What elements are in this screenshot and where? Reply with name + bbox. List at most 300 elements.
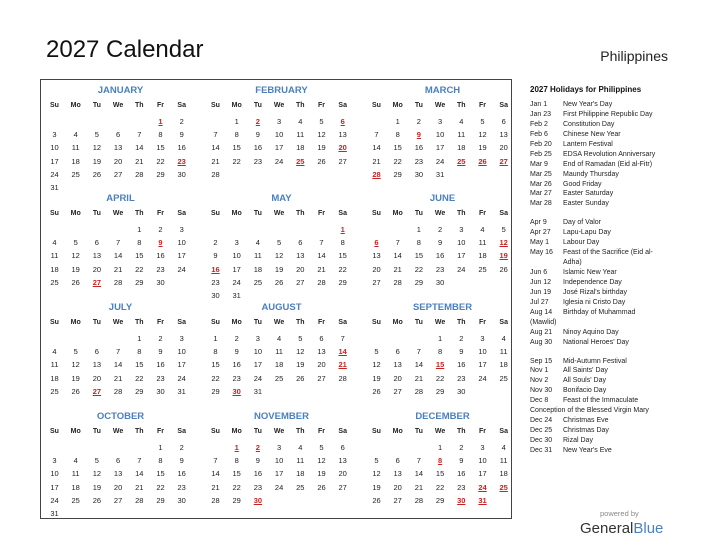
holiday-item (530, 120, 700, 130)
holiday-date: May 16 (530, 249, 553, 257)
day-cell: 5 (319, 117, 324, 126)
day-cell: 7 (213, 130, 218, 140)
holiday-name: End of Ramadan (Eid al-Fitr) (563, 160, 653, 168)
day-cell: 28 (414, 495, 424, 505)
day-cell: 28 (135, 495, 144, 505)
day-cell: 14 (393, 251, 402, 261)
holiday-item (530, 298, 700, 308)
weekday-label: Fr (479, 210, 486, 217)
day-cell: 18 (50, 373, 59, 383)
weekday-label: Su (211, 319, 220, 326)
day-cell: 24 (435, 156, 445, 166)
holiday-name: Rizal Day (563, 437, 593, 444)
holiday-item (530, 189, 700, 199)
day-cell: 7 (137, 456, 142, 466)
holiday-item (530, 199, 700, 209)
weekday-label: Th (135, 319, 144, 326)
holiday-name: Day of Valor (563, 219, 601, 227)
weekday-header (205, 428, 358, 440)
holiday-item (530, 338, 700, 348)
day-cell: 13 (393, 469, 402, 479)
day-cell: 18 (253, 264, 263, 274)
holiday-name: First Philippine Republic Day (563, 110, 653, 118)
month-name: AUGUST (261, 302, 302, 313)
day-cell: 9 (234, 347, 239, 357)
holiday-date: (Mawlid) (530, 318, 557, 326)
weekday-label: Su (50, 428, 59, 435)
day-cell: 27 (393, 495, 402, 505)
weekday-label: Su (372, 102, 381, 109)
holiday-date: Aug 14 (530, 308, 553, 316)
day-cell: 31 (50, 509, 59, 518)
day-cell: 29 (414, 277, 424, 287)
day-cell: 19 (71, 373, 80, 383)
day-cell: 18 (71, 482, 80, 492)
day-cell: 11 (50, 360, 59, 370)
day-cell: 17 (435, 143, 445, 153)
day-cell: 8 (395, 130, 400, 140)
day-cell: 16 (435, 251, 445, 261)
day-cell: 23 (177, 482, 186, 492)
weekday-label: Mo (392, 102, 403, 109)
day-cell: 11 (253, 251, 262, 261)
country-label: Philippines (600, 48, 668, 64)
day-cell: 23 (232, 373, 241, 383)
holiday-date: Dec 24 (530, 417, 553, 425)
weekday-label: Su (372, 210, 381, 217)
powered-by-text: powered by (600, 509, 639, 518)
day-cell: 13 (113, 469, 123, 479)
weekday-label: Sa (338, 102, 347, 109)
day-cell: 23 (156, 373, 165, 383)
day-cell: 18 (71, 156, 80, 166)
holiday-item (530, 130, 700, 140)
day-cell: 14 (211, 469, 220, 479)
weekday-label: Mo (231, 210, 242, 217)
holiday-date: Apr 9 (530, 219, 547, 227)
holiday-date: Dec 25 (530, 427, 553, 435)
day-cell: 6 (395, 456, 400, 466)
day-cell: 23 (156, 264, 165, 274)
day-cell: 18 (499, 360, 508, 370)
weekday-label: Sa (177, 102, 186, 109)
holiday-name: Christmas Eve (563, 417, 609, 425)
holiday-date: Mar 27 (530, 190, 552, 198)
day-cell: 9 (459, 456, 464, 466)
weekday-label: Fr (479, 428, 486, 435)
day-cell: 10 (50, 469, 59, 479)
holiday-name: Independence Day (563, 278, 622, 286)
day-cell: 9 (438, 238, 443, 248)
day-cell: 29 (338, 277, 347, 287)
holiday-name: EDSA Revolution Anniversary (563, 150, 656, 158)
day-cell: 26 (499, 264, 508, 274)
weekday-label: We (434, 319, 446, 326)
day-cell: 2 (158, 334, 163, 343)
day-cell: 4 (73, 130, 78, 140)
holiday-name: Constitution Day (563, 120, 615, 128)
holiday-date: Jun 6 (530, 269, 548, 276)
day-cell: 27 (113, 169, 123, 179)
day-cell: 5 (480, 117, 485, 126)
day-cell: 3 (52, 130, 57, 140)
day-cell: 21 (211, 482, 220, 492)
day-cell: 19 (296, 360, 305, 370)
day-cell: 28 (317, 277, 326, 287)
day-cell: 23 (435, 264, 445, 274)
holiday-name: New Year's Day (563, 101, 613, 108)
holiday-date: Aug 21 (530, 328, 553, 336)
day-cell: 8 (340, 238, 345, 248)
weekday-label: We (112, 428, 124, 435)
day-cell: 14 (113, 360, 123, 370)
holiday-date: Jan 23 (530, 110, 552, 118)
day-cell: 22 (135, 373, 144, 383)
day-cell: 8 (438, 347, 443, 357)
holiday-name: Feast of the Immaculate (563, 397, 639, 405)
day-cell: 28 (135, 169, 144, 179)
day-cell: 22 (393, 156, 402, 166)
day-cell: 20 (113, 156, 123, 166)
holiday-day: 2 (255, 117, 260, 126)
day-cell: 19 (478, 143, 487, 153)
day-cell: 9 (158, 347, 163, 357)
day-cell: 4 (73, 456, 78, 466)
day-cell: 27 (317, 373, 326, 383)
day-cell: 12 (317, 456, 326, 466)
holiday-day: 19 (499, 251, 508, 261)
day-cell: 6 (340, 443, 345, 452)
day-cell: 23 (457, 373, 466, 383)
holiday-day: 25 (296, 156, 305, 166)
month-name: MAY (271, 193, 292, 204)
day-cell: 13 (338, 456, 347, 466)
holiday-name: Mid-Autumn Festival (563, 357, 627, 365)
weekday-label: Th (457, 428, 466, 435)
day-cell: 13 (338, 130, 347, 140)
day-cell: 26 (274, 277, 284, 287)
day-cell: 17 (50, 482, 59, 492)
month-name: APRIL (106, 193, 135, 204)
day-cell: 3 (480, 443, 485, 452)
day-cell: 4 (459, 117, 464, 126)
month-name: JANUARY (97, 85, 144, 96)
day-cell: 9 (255, 130, 260, 140)
holiday-item (530, 406, 700, 416)
holiday-name: Chinese New Year (563, 130, 621, 138)
holiday-day: 6 (340, 117, 345, 126)
weekday-header (205, 210, 358, 222)
day-cell: 4 (298, 117, 303, 126)
day-cell: 17 (232, 264, 241, 274)
day-cell: 19 (372, 482, 381, 492)
holiday-name: Islamic New Year (563, 269, 617, 276)
holiday-date: Jun 12 (530, 278, 552, 286)
weekday-label: Sa (338, 210, 347, 217)
day-cell: 3 (480, 334, 485, 343)
day-cell: 7 (374, 130, 379, 140)
day-cell: 21 (414, 373, 424, 383)
day-cell: 17 (253, 360, 263, 370)
holiday-day: 1 (340, 225, 345, 234)
holiday-date: May 1 (530, 239, 550, 247)
weekday-label: Su (372, 319, 381, 326)
holiday-day: 30 (232, 386, 241, 396)
day-cell: 15 (135, 251, 144, 261)
day-cell: 11 (71, 143, 80, 153)
month-name: SEPTEMBER (412, 302, 473, 313)
day-cell: 5 (94, 456, 99, 466)
day-cell: 15 (338, 251, 347, 261)
weekday-label: Tu (414, 319, 423, 326)
day-cell: 24 (177, 264, 186, 274)
day-cell: 30 (177, 169, 186, 179)
day-cell: 11 (499, 347, 508, 357)
day-cell: 22 (232, 156, 241, 166)
weekday-label: Fr (157, 428, 164, 435)
month-name: MARCH (424, 85, 461, 96)
holiday-date: Feb 20 (530, 140, 552, 148)
day-cell: 28 (211, 169, 220, 179)
day-cell: 24 (50, 169, 59, 179)
day-cell: 21 (211, 156, 220, 166)
day-cell: 17 (274, 469, 284, 479)
day-cell: 5 (374, 347, 379, 357)
holiday-day: 8 (438, 456, 443, 466)
day-cell: 1 (158, 443, 163, 452)
day-cell: 3 (179, 334, 184, 343)
day-cell: 15 (135, 360, 144, 370)
day-cell: 4 (277, 334, 282, 343)
month-name: JULY (108, 302, 133, 313)
holiday-name: Good Friday (563, 180, 602, 188)
day-cell: 14 (113, 251, 123, 261)
holiday-date: Jan 1 (530, 101, 548, 108)
month-name: OCTOBER (96, 411, 145, 422)
holiday-day: 9 (158, 238, 163, 248)
day-cell: 7 (319, 238, 324, 248)
day-cell: 4 (52, 347, 57, 357)
holiday-date: Dec 31 (530, 446, 553, 454)
day-cell: 23 (211, 277, 220, 287)
weekday-label: We (434, 210, 446, 217)
day-cell: 2 (416, 117, 421, 126)
day-cell: 12 (296, 347, 305, 357)
holiday-date: Mar 25 (530, 170, 552, 178)
holiday-day: 20 (338, 143, 347, 153)
holidays-list (530, 100, 700, 456)
day-cell: 10 (177, 238, 186, 248)
day-cell: 29 (435, 495, 445, 505)
day-cell: 20 (317, 360, 326, 370)
holiday-item (530, 258, 700, 268)
day-cell: 7 (116, 347, 121, 357)
day-cell: 18 (457, 143, 466, 153)
day-cell: 11 (50, 251, 59, 261)
day-cell: 4 (255, 238, 260, 248)
holiday-item (530, 308, 700, 318)
day-cell: 17 (177, 251, 186, 261)
month-february (205, 85, 358, 189)
day-cell: 19 (71, 264, 80, 274)
month-november (205, 411, 358, 515)
holiday-date: Dec 30 (530, 437, 553, 444)
weekday-label: We (434, 428, 446, 435)
weekday-label: We (273, 319, 285, 326)
day-cell: 10 (435, 130, 445, 140)
day-cell: 17 (274, 143, 284, 153)
day-cell: 22 (435, 373, 445, 383)
weekday-header (366, 102, 519, 114)
day-cell: 26 (372, 386, 381, 396)
day-cell: 21 (135, 156, 144, 166)
day-cell: 10 (177, 347, 186, 357)
month-may (205, 193, 358, 300)
day-cell: 6 (501, 117, 506, 126)
day-cell: 3 (438, 117, 443, 126)
weekday-label: Su (50, 210, 59, 217)
day-cell: 10 (253, 347, 263, 357)
holiday-day: 16 (211, 264, 220, 274)
weekday-label: Th (457, 319, 466, 326)
day-cell: 15 (435, 469, 445, 479)
holiday-day: 25 (457, 156, 466, 166)
day-cell: 10 (478, 347, 487, 357)
holiday-day: 1 (158, 117, 163, 126)
day-cell: 6 (298, 238, 303, 248)
day-cell: 14 (414, 469, 424, 479)
day-cell: 22 (232, 482, 241, 492)
weekday-header (44, 210, 197, 222)
day-cell: 4 (480, 225, 485, 234)
day-cell: 23 (253, 482, 263, 492)
day-cell: 19 (317, 469, 326, 479)
day-cell: 17 (177, 360, 186, 370)
day-cell: 8 (137, 347, 142, 357)
month-june (366, 193, 519, 297)
day-cell: 21 (414, 482, 424, 492)
day-cell: 12 (317, 130, 326, 140)
day-cell: 20 (393, 482, 402, 492)
day-cell: 6 (319, 334, 324, 343)
day-cell: 18 (499, 469, 508, 479)
day-cell: 24 (274, 156, 284, 166)
holiday-day: 9 (416, 130, 421, 140)
holiday-name: All Saints' Day (563, 367, 608, 375)
holiday-date: Jun 19 (530, 288, 552, 296)
day-cell: 12 (71, 360, 80, 370)
holiday-name: Conception of the Blessed Virgin Mary (530, 407, 649, 415)
holiday-date: Dec 8 (530, 397, 549, 405)
day-cell: 25 (50, 386, 59, 396)
day-cell: 8 (158, 456, 163, 466)
weekday-label: Su (372, 428, 381, 435)
weekday-header (44, 319, 197, 331)
weekday-label: Mo (392, 319, 403, 326)
holiday-item (530, 180, 700, 190)
day-cell: 22 (211, 373, 220, 383)
weekday-label: Th (296, 210, 305, 217)
day-cell: 18 (296, 143, 305, 153)
holiday-name: Christmas Day (563, 427, 609, 435)
holiday-name: Birthday of Muhammad (563, 308, 636, 316)
day-cell: 28 (414, 386, 424, 396)
holiday-date: Mar 28 (530, 200, 552, 208)
holiday-date: Nov 2 (530, 377, 549, 385)
day-cell: 4 (52, 238, 57, 248)
day-cell: 3 (277, 117, 282, 126)
holiday-day: 25 (499, 482, 508, 492)
day-cell: 19 (274, 264, 284, 274)
day-cell: 25 (50, 277, 59, 287)
day-cell: 8 (416, 238, 421, 248)
day-cell: 22 (135, 264, 144, 274)
day-cell: 1 (137, 334, 142, 343)
day-cell: 16 (177, 469, 186, 479)
day-cell: 6 (94, 238, 99, 248)
day-cell: 21 (317, 264, 326, 274)
day-cell: 20 (113, 482, 123, 492)
weekday-header (366, 319, 519, 331)
holiday-name: Lantern Festival (563, 140, 613, 148)
holiday-name: All Souls' Day (563, 377, 606, 385)
weekday-label: We (112, 319, 124, 326)
day-cell: 20 (372, 264, 381, 274)
weekday-label: We (273, 210, 285, 217)
day-cell: 28 (211, 495, 220, 505)
holiday-day: 27 (92, 277, 102, 287)
day-cell: 9 (179, 456, 184, 466)
day-cell: 13 (372, 251, 381, 261)
day-cell: 8 (234, 456, 239, 466)
day-cell: 16 (253, 143, 263, 153)
holiday-date: Sep 15 (530, 357, 553, 365)
month-name: JUNE (429, 193, 456, 204)
day-cell: 7 (395, 238, 400, 248)
holiday-date: Nov 30 (530, 387, 553, 395)
day-cell: 24 (50, 495, 59, 505)
weekday-header (205, 102, 358, 114)
day-cell: 27 (372, 277, 381, 287)
holiday-day: 6 (374, 238, 379, 248)
day-cell: 6 (116, 130, 121, 140)
weekday-label: Su (211, 428, 220, 435)
day-cell: 25 (499, 373, 508, 383)
weekday-label: Th (296, 319, 305, 326)
day-cell: 23 (457, 482, 466, 492)
holiday-item (530, 376, 700, 386)
holiday-item (530, 366, 700, 376)
holiday-item (530, 416, 700, 426)
day-cell: 27 (338, 156, 347, 166)
day-cell: 10 (274, 130, 284, 140)
day-cell: 31 (253, 386, 263, 396)
day-cell: 19 (317, 143, 326, 153)
weekday-label: We (273, 102, 285, 109)
day-cell: 20 (393, 373, 402, 383)
holiday-name: Easter Saturday (563, 190, 614, 198)
holiday-item (530, 228, 700, 238)
day-cell: 12 (478, 130, 487, 140)
weekday-label: Fr (157, 319, 164, 326)
holiday-day: 28 (372, 169, 381, 179)
day-cell: 18 (50, 264, 59, 274)
day-cell: 31 (232, 291, 241, 300)
day-cell: 1 (213, 334, 218, 343)
holiday-name: Feast of the Sacrifice (Eid al- (563, 249, 653, 257)
day-cell: 8 (137, 238, 142, 248)
holiday-day: 14 (338, 347, 347, 357)
